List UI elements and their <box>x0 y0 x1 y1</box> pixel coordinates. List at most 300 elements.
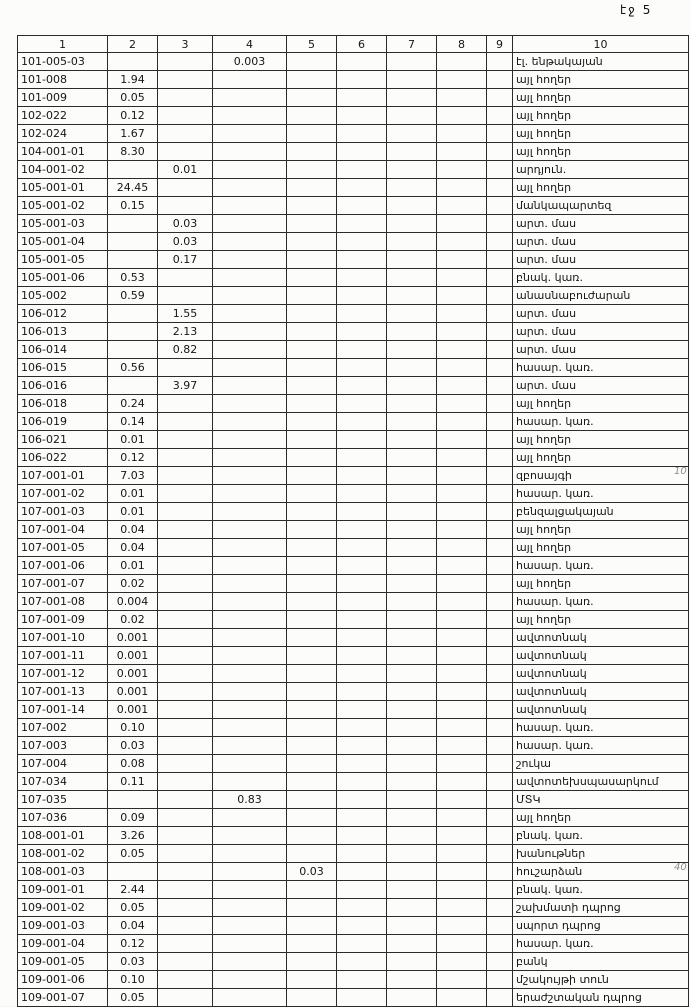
table-row <box>18 773 689 791</box>
empty-cell-col8 <box>437 143 487 161</box>
empty-cell-col6 <box>337 809 387 827</box>
value-cell-col2: 0.001 <box>108 665 158 683</box>
value-cell-col5 <box>287 431 337 449</box>
empty-cell-col8 <box>437 161 487 179</box>
column-header-5: 5 <box>287 36 337 53</box>
value-cell-col2: 0.12 <box>108 449 158 467</box>
empty-cell-col6 <box>337 683 387 701</box>
value-cell-col4 <box>213 431 287 449</box>
land-use-cell: այլ հողեր <box>513 521 689 539</box>
value-cell-col3 <box>158 71 213 89</box>
value-cell-col3 <box>158 701 213 719</box>
empty-cell-col7 <box>387 971 437 989</box>
value-cell-col3 <box>158 899 213 917</box>
empty-cell-col9 <box>487 773 513 791</box>
parcel-code-cell: 109-001-03 <box>18 917 108 935</box>
value-cell-col3 <box>158 755 213 773</box>
land-use-cell: այլ հողեր <box>513 107 689 125</box>
empty-cell-col8 <box>437 413 487 431</box>
empty-cell-col6 <box>337 305 387 323</box>
empty-cell-col8 <box>437 611 487 629</box>
value-cell-col3 <box>158 845 213 863</box>
value-cell-col5 <box>287 395 337 413</box>
parcel-code-cell: 107-001-11 <box>18 647 108 665</box>
empty-cell-col8 <box>437 89 487 107</box>
empty-cell-col7 <box>387 269 437 287</box>
value-cell-col5 <box>287 665 337 683</box>
empty-cell-col8 <box>437 179 487 197</box>
parcel-code-cell: 106-022 <box>18 449 108 467</box>
empty-cell-col8 <box>437 305 487 323</box>
parcel-code-cell: 109-001-07 <box>18 989 108 1007</box>
value-cell-col4 <box>213 917 287 935</box>
value-cell-col3 <box>158 791 213 809</box>
empty-cell-col8 <box>437 557 487 575</box>
value-cell-col4: 0.83 <box>213 791 287 809</box>
value-cell-col2 <box>108 863 158 881</box>
empty-cell-col9 <box>487 215 513 233</box>
table-row <box>18 755 689 773</box>
value-cell-col4: 0.003 <box>213 53 287 71</box>
empty-cell-col8 <box>437 701 487 719</box>
empty-cell-col6 <box>337 629 387 647</box>
value-cell-col4 <box>213 503 287 521</box>
value-cell-col2 <box>108 377 158 395</box>
land-use-cell: շուկա <box>513 755 689 773</box>
land-use-cell: խանութներ <box>513 845 689 863</box>
empty-cell-col6 <box>337 521 387 539</box>
parcel-code-cell: 107-004 <box>18 755 108 773</box>
parcel-code-cell: 104-001-02 <box>18 161 108 179</box>
empty-cell-col6 <box>337 593 387 611</box>
value-cell-col2: 24.45 <box>108 179 158 197</box>
value-cell-col2: 0.01 <box>108 557 158 575</box>
empty-cell-col7 <box>387 305 437 323</box>
table-row <box>18 629 689 647</box>
land-use-cell: արտ. մաս <box>513 215 689 233</box>
value-cell-col3 <box>158 773 213 791</box>
land-use-cell: հասար. կառ. <box>513 935 689 953</box>
column-header-8: 8 <box>437 36 487 53</box>
value-cell-col3 <box>158 485 213 503</box>
margin-note: 10 <box>674 466 687 477</box>
empty-cell-col8 <box>437 881 487 899</box>
empty-cell-col9 <box>487 989 513 1007</box>
parcel-code-cell: 106-015 <box>18 359 108 377</box>
parcel-code-cell: 101-005-03 <box>18 53 108 71</box>
value-cell-col4 <box>213 971 287 989</box>
parcel-code-cell: 108-001-02 <box>18 845 108 863</box>
empty-cell-col7 <box>387 881 437 899</box>
empty-cell-col8 <box>437 683 487 701</box>
empty-cell-col9 <box>487 71 513 89</box>
empty-cell-col7 <box>387 197 437 215</box>
value-cell-col5 <box>287 233 337 251</box>
empty-cell-col8 <box>437 215 487 233</box>
land-use-cell: բնակ. կառ. <box>513 269 689 287</box>
land-use-cell: արտ. մաս <box>513 341 689 359</box>
empty-cell-col7 <box>387 323 437 341</box>
value-cell-col5 <box>287 197 337 215</box>
value-cell-col3: 2.13 <box>158 323 213 341</box>
table-row <box>18 197 689 215</box>
empty-cell-col6 <box>337 719 387 737</box>
land-use-cell: այլ հողեր <box>513 71 689 89</box>
value-cell-col5 <box>287 647 337 665</box>
land-use-cell: անասնաբուժարան <box>513 287 689 305</box>
table-row <box>18 467 689 485</box>
value-cell-col2: 0.14 <box>108 413 158 431</box>
table-row <box>18 881 689 899</box>
parcel-code-cell: 102-022 <box>18 107 108 125</box>
empty-cell-col7 <box>387 665 437 683</box>
value-cell-col5 <box>287 809 337 827</box>
parcel-code-cell: 107-035 <box>18 791 108 809</box>
empty-cell-col8 <box>437 377 487 395</box>
value-cell-col5 <box>287 143 337 161</box>
value-cell-col4 <box>213 593 287 611</box>
empty-cell-col7 <box>387 287 437 305</box>
empty-cell-col7 <box>387 683 437 701</box>
value-cell-col2: 0.08 <box>108 755 158 773</box>
land-use-cell: բենզալցակայան <box>513 503 689 521</box>
empty-cell-col7 <box>387 485 437 503</box>
empty-cell-col8 <box>437 863 487 881</box>
empty-cell-col8 <box>437 773 487 791</box>
land-use-cell: հասար. կառ. <box>513 359 689 377</box>
value-cell-col5 <box>287 71 337 89</box>
empty-cell-col6 <box>337 107 387 125</box>
value-cell-col5 <box>287 107 337 125</box>
value-cell-col2 <box>108 161 158 179</box>
land-use-cell: այլ հողեր <box>513 125 689 143</box>
value-cell-col4 <box>213 269 287 287</box>
empty-cell-col7 <box>387 107 437 125</box>
value-cell-col2: 0.02 <box>108 611 158 629</box>
table-row <box>18 323 689 341</box>
value-cell-col5 <box>287 629 337 647</box>
empty-cell-col6 <box>337 665 387 683</box>
value-cell-col2 <box>108 305 158 323</box>
empty-cell-col9 <box>487 467 513 485</box>
land-use-cell: զբոսայգի <box>513 467 689 485</box>
land-use-cell: մշակույթի տուն <box>513 971 689 989</box>
empty-cell-col6 <box>337 53 387 71</box>
margin-note: 40 <box>674 862 687 873</box>
empty-cell-col6 <box>337 539 387 557</box>
column-header-7: 7 <box>387 36 437 53</box>
table-row <box>18 935 689 953</box>
parcel-code-cell: 107-001-08 <box>18 593 108 611</box>
parcel-code-cell: 102-024 <box>18 125 108 143</box>
table-row <box>18 791 689 809</box>
value-cell-col4 <box>213 467 287 485</box>
value-cell-col3 <box>158 737 213 755</box>
parcel-code-cell: 106-018 <box>18 395 108 413</box>
table-row <box>18 611 689 629</box>
empty-cell-col8 <box>437 971 487 989</box>
land-use-cell: ավտոտեխսպասարկում <box>513 773 689 791</box>
table-row <box>18 557 689 575</box>
value-cell-col3 <box>158 575 213 593</box>
value-cell-col3 <box>158 827 213 845</box>
empty-cell-col6 <box>337 755 387 773</box>
value-cell-col5 <box>287 341 337 359</box>
table-row <box>18 251 689 269</box>
empty-cell-col7 <box>387 611 437 629</box>
empty-cell-col6 <box>337 143 387 161</box>
value-cell-col5 <box>287 917 337 935</box>
value-cell-col2: 1.94 <box>108 71 158 89</box>
empty-cell-col8 <box>437 53 487 71</box>
land-use-cell: բնակ. կառ. <box>513 881 689 899</box>
value-cell-col4 <box>213 143 287 161</box>
value-cell-col3 <box>158 179 213 197</box>
value-cell-col4 <box>213 179 287 197</box>
table-row <box>18 989 689 1007</box>
empty-cell-col7 <box>387 629 437 647</box>
value-cell-col4 <box>213 881 287 899</box>
value-cell-col3 <box>158 395 213 413</box>
empty-cell-col8 <box>437 935 487 953</box>
empty-cell-col6 <box>337 395 387 413</box>
empty-cell-col9 <box>487 701 513 719</box>
value-cell-col3 <box>158 989 213 1007</box>
value-cell-col2: 0.56 <box>108 359 158 377</box>
land-use-cell: արտ. մաս <box>513 233 689 251</box>
value-cell-col3: 0.03 <box>158 215 213 233</box>
parcel-code-cell: 105-001-04 <box>18 233 108 251</box>
parcel-code-cell: 106-012 <box>18 305 108 323</box>
value-cell-col4 <box>213 161 287 179</box>
value-cell-col4 <box>213 665 287 683</box>
value-cell-col3: 1.55 <box>158 305 213 323</box>
parcel-code-cell: 106-016 <box>18 377 108 395</box>
table-row <box>18 359 689 377</box>
empty-cell-col7 <box>387 125 437 143</box>
empty-cell-col7 <box>387 341 437 359</box>
empty-cell-col9 <box>487 539 513 557</box>
value-cell-col3 <box>158 953 213 971</box>
empty-cell-col9 <box>487 251 513 269</box>
value-cell-col3 <box>158 467 213 485</box>
value-cell-col3 <box>158 719 213 737</box>
empty-cell-col8 <box>437 503 487 521</box>
table-row <box>18 233 689 251</box>
empty-cell-col9 <box>487 125 513 143</box>
empty-cell-col8 <box>437 953 487 971</box>
value-cell-col4 <box>213 719 287 737</box>
empty-cell-col6 <box>337 341 387 359</box>
parcel-code-cell: 107-003 <box>18 737 108 755</box>
parcel-code-cell: 104-001-01 <box>18 143 108 161</box>
value-cell-col3 <box>158 593 213 611</box>
value-cell-col5 <box>287 791 337 809</box>
land-use-cell: արտ. մաս <box>513 305 689 323</box>
value-cell-col5 <box>287 539 337 557</box>
table-row <box>18 917 689 935</box>
table-row <box>18 395 689 413</box>
empty-cell-col9 <box>487 881 513 899</box>
land-use-cell: ավտոտնակ <box>513 629 689 647</box>
land-use-cell: սպորտ դպրոց <box>513 917 689 935</box>
land-use-cell: հուշարձան <box>513 863 689 881</box>
empty-cell-col9 <box>487 557 513 575</box>
empty-cell-col6 <box>337 287 387 305</box>
empty-cell-col6 <box>337 323 387 341</box>
value-cell-col5 <box>287 305 337 323</box>
value-cell-col4 <box>213 89 287 107</box>
empty-cell-col7 <box>387 179 437 197</box>
value-cell-col5 <box>287 845 337 863</box>
empty-cell-col6 <box>337 701 387 719</box>
value-cell-col2: 0.004 <box>108 593 158 611</box>
land-use-cell: ավտոտնակ <box>513 647 689 665</box>
table-row <box>18 413 689 431</box>
empty-cell-col8 <box>437 269 487 287</box>
empty-cell-col8 <box>437 107 487 125</box>
value-cell-col5 <box>287 557 337 575</box>
value-cell-col5 <box>287 701 337 719</box>
table-row <box>18 539 689 557</box>
value-cell-col5 <box>287 971 337 989</box>
value-cell-col5 <box>287 593 337 611</box>
value-cell-col3 <box>158 89 213 107</box>
empty-cell-col9 <box>487 593 513 611</box>
table-row <box>18 485 689 503</box>
empty-cell-col6 <box>337 503 387 521</box>
table-row <box>18 683 689 701</box>
value-cell-col4 <box>213 215 287 233</box>
page-number-label: էջ 5 <box>620 3 653 17</box>
land-use-cell: շախմատի դպրոց <box>513 899 689 917</box>
table-row <box>18 107 689 125</box>
parcel-code-cell: 107-001-05 <box>18 539 108 557</box>
table-header <box>18 36 689 53</box>
value-cell-col2: 0.05 <box>108 845 158 863</box>
land-use-cell: այլ հողեր <box>513 575 689 593</box>
empty-cell-col8 <box>437 449 487 467</box>
empty-cell-col9 <box>487 899 513 917</box>
empty-cell-col8 <box>437 719 487 737</box>
empty-cell-col9 <box>487 935 513 953</box>
empty-cell-col7 <box>387 161 437 179</box>
value-cell-col2: 0.12 <box>108 107 158 125</box>
value-cell-col2 <box>108 251 158 269</box>
value-cell-col3 <box>158 611 213 629</box>
empty-cell-col9 <box>487 233 513 251</box>
land-use-cell: հասար. կառ. <box>513 719 689 737</box>
value-cell-col2: 0.15 <box>108 197 158 215</box>
value-cell-col2: 0.04 <box>108 521 158 539</box>
value-cell-col3: 0.01 <box>158 161 213 179</box>
parcel-code-cell: 107-001-12 <box>18 665 108 683</box>
empty-cell-col9 <box>487 143 513 161</box>
empty-cell-col9 <box>487 449 513 467</box>
value-cell-col2: 0.59 <box>108 287 158 305</box>
empty-cell-col6 <box>337 557 387 575</box>
column-header-10: 10 <box>513 36 689 53</box>
parcel-code-cell: 107-001-13 <box>18 683 108 701</box>
empty-cell-col8 <box>437 845 487 863</box>
value-cell-col4 <box>213 485 287 503</box>
empty-cell-col7 <box>387 215 437 233</box>
land-use-cell: արտ. մաս <box>513 323 689 341</box>
empty-cell-col6 <box>337 827 387 845</box>
empty-cell-col9 <box>487 683 513 701</box>
empty-cell-col8 <box>437 791 487 809</box>
empty-cell-col7 <box>387 791 437 809</box>
empty-cell-col9 <box>487 953 513 971</box>
empty-cell-col8 <box>437 755 487 773</box>
value-cell-col3 <box>158 269 213 287</box>
empty-cell-col9 <box>487 629 513 647</box>
empty-cell-col8 <box>437 341 487 359</box>
empty-cell-col8 <box>437 629 487 647</box>
land-use-cell: այլ հողեր <box>513 449 689 467</box>
empty-cell-col6 <box>337 431 387 449</box>
column-header-6: 6 <box>337 36 387 53</box>
empty-cell-col6 <box>337 917 387 935</box>
value-cell-col2: 0.04 <box>108 917 158 935</box>
value-cell-col3 <box>158 431 213 449</box>
empty-cell-col6 <box>337 215 387 233</box>
value-cell-col3 <box>158 125 213 143</box>
value-cell-col5 <box>287 125 337 143</box>
empty-cell-col6 <box>337 791 387 809</box>
value-cell-col5 <box>287 575 337 593</box>
value-cell-col4 <box>213 683 287 701</box>
parcel-code-cell: 107-001-14 <box>18 701 108 719</box>
empty-cell-col9 <box>487 665 513 683</box>
parcel-code-cell: 109-001-06 <box>18 971 108 989</box>
empty-cell-col8 <box>437 827 487 845</box>
parcel-code-cell: 107-001-03 <box>18 503 108 521</box>
empty-cell-col8 <box>437 485 487 503</box>
value-cell-col3 <box>158 143 213 161</box>
value-cell-col4 <box>213 575 287 593</box>
land-use-cell: էլ. ենթակայան <box>513 53 689 71</box>
empty-cell-col7 <box>387 233 437 251</box>
value-cell-col4 <box>213 989 287 1007</box>
empty-cell-col9 <box>487 737 513 755</box>
empty-cell-col8 <box>437 989 487 1007</box>
value-cell-col4 <box>213 197 287 215</box>
empty-cell-col9 <box>487 197 513 215</box>
empty-cell-col7 <box>387 953 437 971</box>
parcel-code-cell: 106-019 <box>18 413 108 431</box>
empty-cell-col8 <box>437 251 487 269</box>
value-cell-col3 <box>158 359 213 377</box>
value-cell-col4 <box>213 845 287 863</box>
parcel-code-cell: 105-001-05 <box>18 251 108 269</box>
table-row <box>18 431 689 449</box>
empty-cell-col6 <box>337 89 387 107</box>
empty-cell-col7 <box>387 431 437 449</box>
empty-cell-col8 <box>437 467 487 485</box>
parcel-code-cell: 107-001-06 <box>18 557 108 575</box>
value-cell-col3 <box>158 683 213 701</box>
parcel-code-cell: 109-001-01 <box>18 881 108 899</box>
empty-cell-col9 <box>487 917 513 935</box>
empty-cell-col7 <box>387 845 437 863</box>
land-use-cell: հասար. կառ. <box>513 557 689 575</box>
empty-cell-col6 <box>337 179 387 197</box>
empty-cell-col7 <box>387 89 437 107</box>
table-row <box>18 899 689 917</box>
land-use-cell: այլ հողեր <box>513 89 689 107</box>
empty-cell-col8 <box>437 125 487 143</box>
